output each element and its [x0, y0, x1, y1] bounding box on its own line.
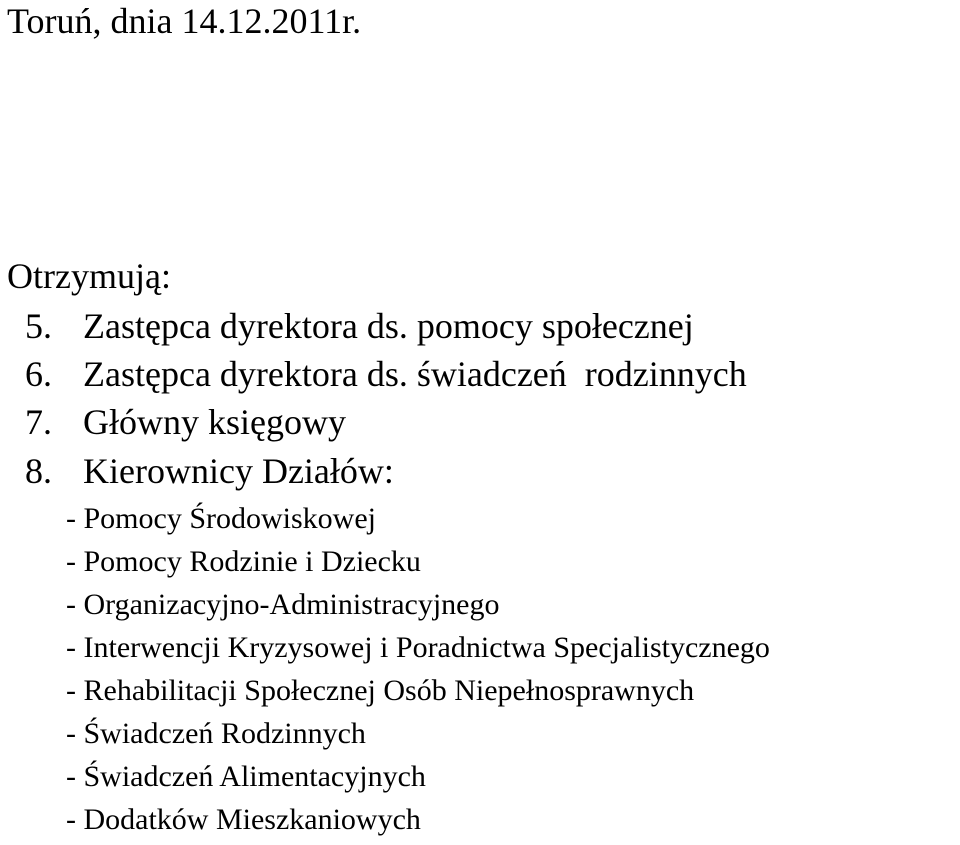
- department-item: - Organizacyjno-Administracyjnego: [66, 588, 500, 621]
- item-number: 5.: [25, 306, 52, 346]
- department-item: - Dodatków Mieszkaniowych: [66, 803, 421, 836]
- department-item: - Rehabilitacji Społecznej Osób Niepełnosprawnych: [66, 674, 695, 707]
- recipient-item-7: [25, 401, 346, 443]
- item-number: 6.: [25, 354, 52, 394]
- department-item: - Interwencji Kryzysowej i Poradnictwa Specjalistycznego: [66, 631, 770, 664]
- item-text: Kierownicy Działów:: [83, 451, 394, 491]
- date-line: Toruń, dnia 14.12.2011r.: [7, 1, 362, 41]
- item-text: Zastępca dyrektora ds. świadczeń rodzinnych: [83, 354, 747, 394]
- recipient-item-5: [25, 305, 694, 347]
- item-text: Zastępca dyrektora ds. pomocy społecznej: [83, 306, 694, 346]
- recipient-item-8: [25, 450, 394, 492]
- item-text: Główny księgowy: [83, 402, 346, 442]
- department-item: - Pomocy Rodzinie i Dziecku: [66, 545, 421, 578]
- department-item: - Świadczeń Alimentacyjnych: [66, 760, 426, 793]
- item-number: 8.: [25, 451, 52, 491]
- department-item: - Świadczeń Rodzinnych: [66, 717, 366, 750]
- recipients-title: Otrzymują:: [7, 256, 171, 296]
- recipient-item-6: [25, 353, 747, 395]
- item-number: 7.: [25, 402, 52, 442]
- department-item: - Pomocy Środowiskowej: [66, 502, 376, 535]
